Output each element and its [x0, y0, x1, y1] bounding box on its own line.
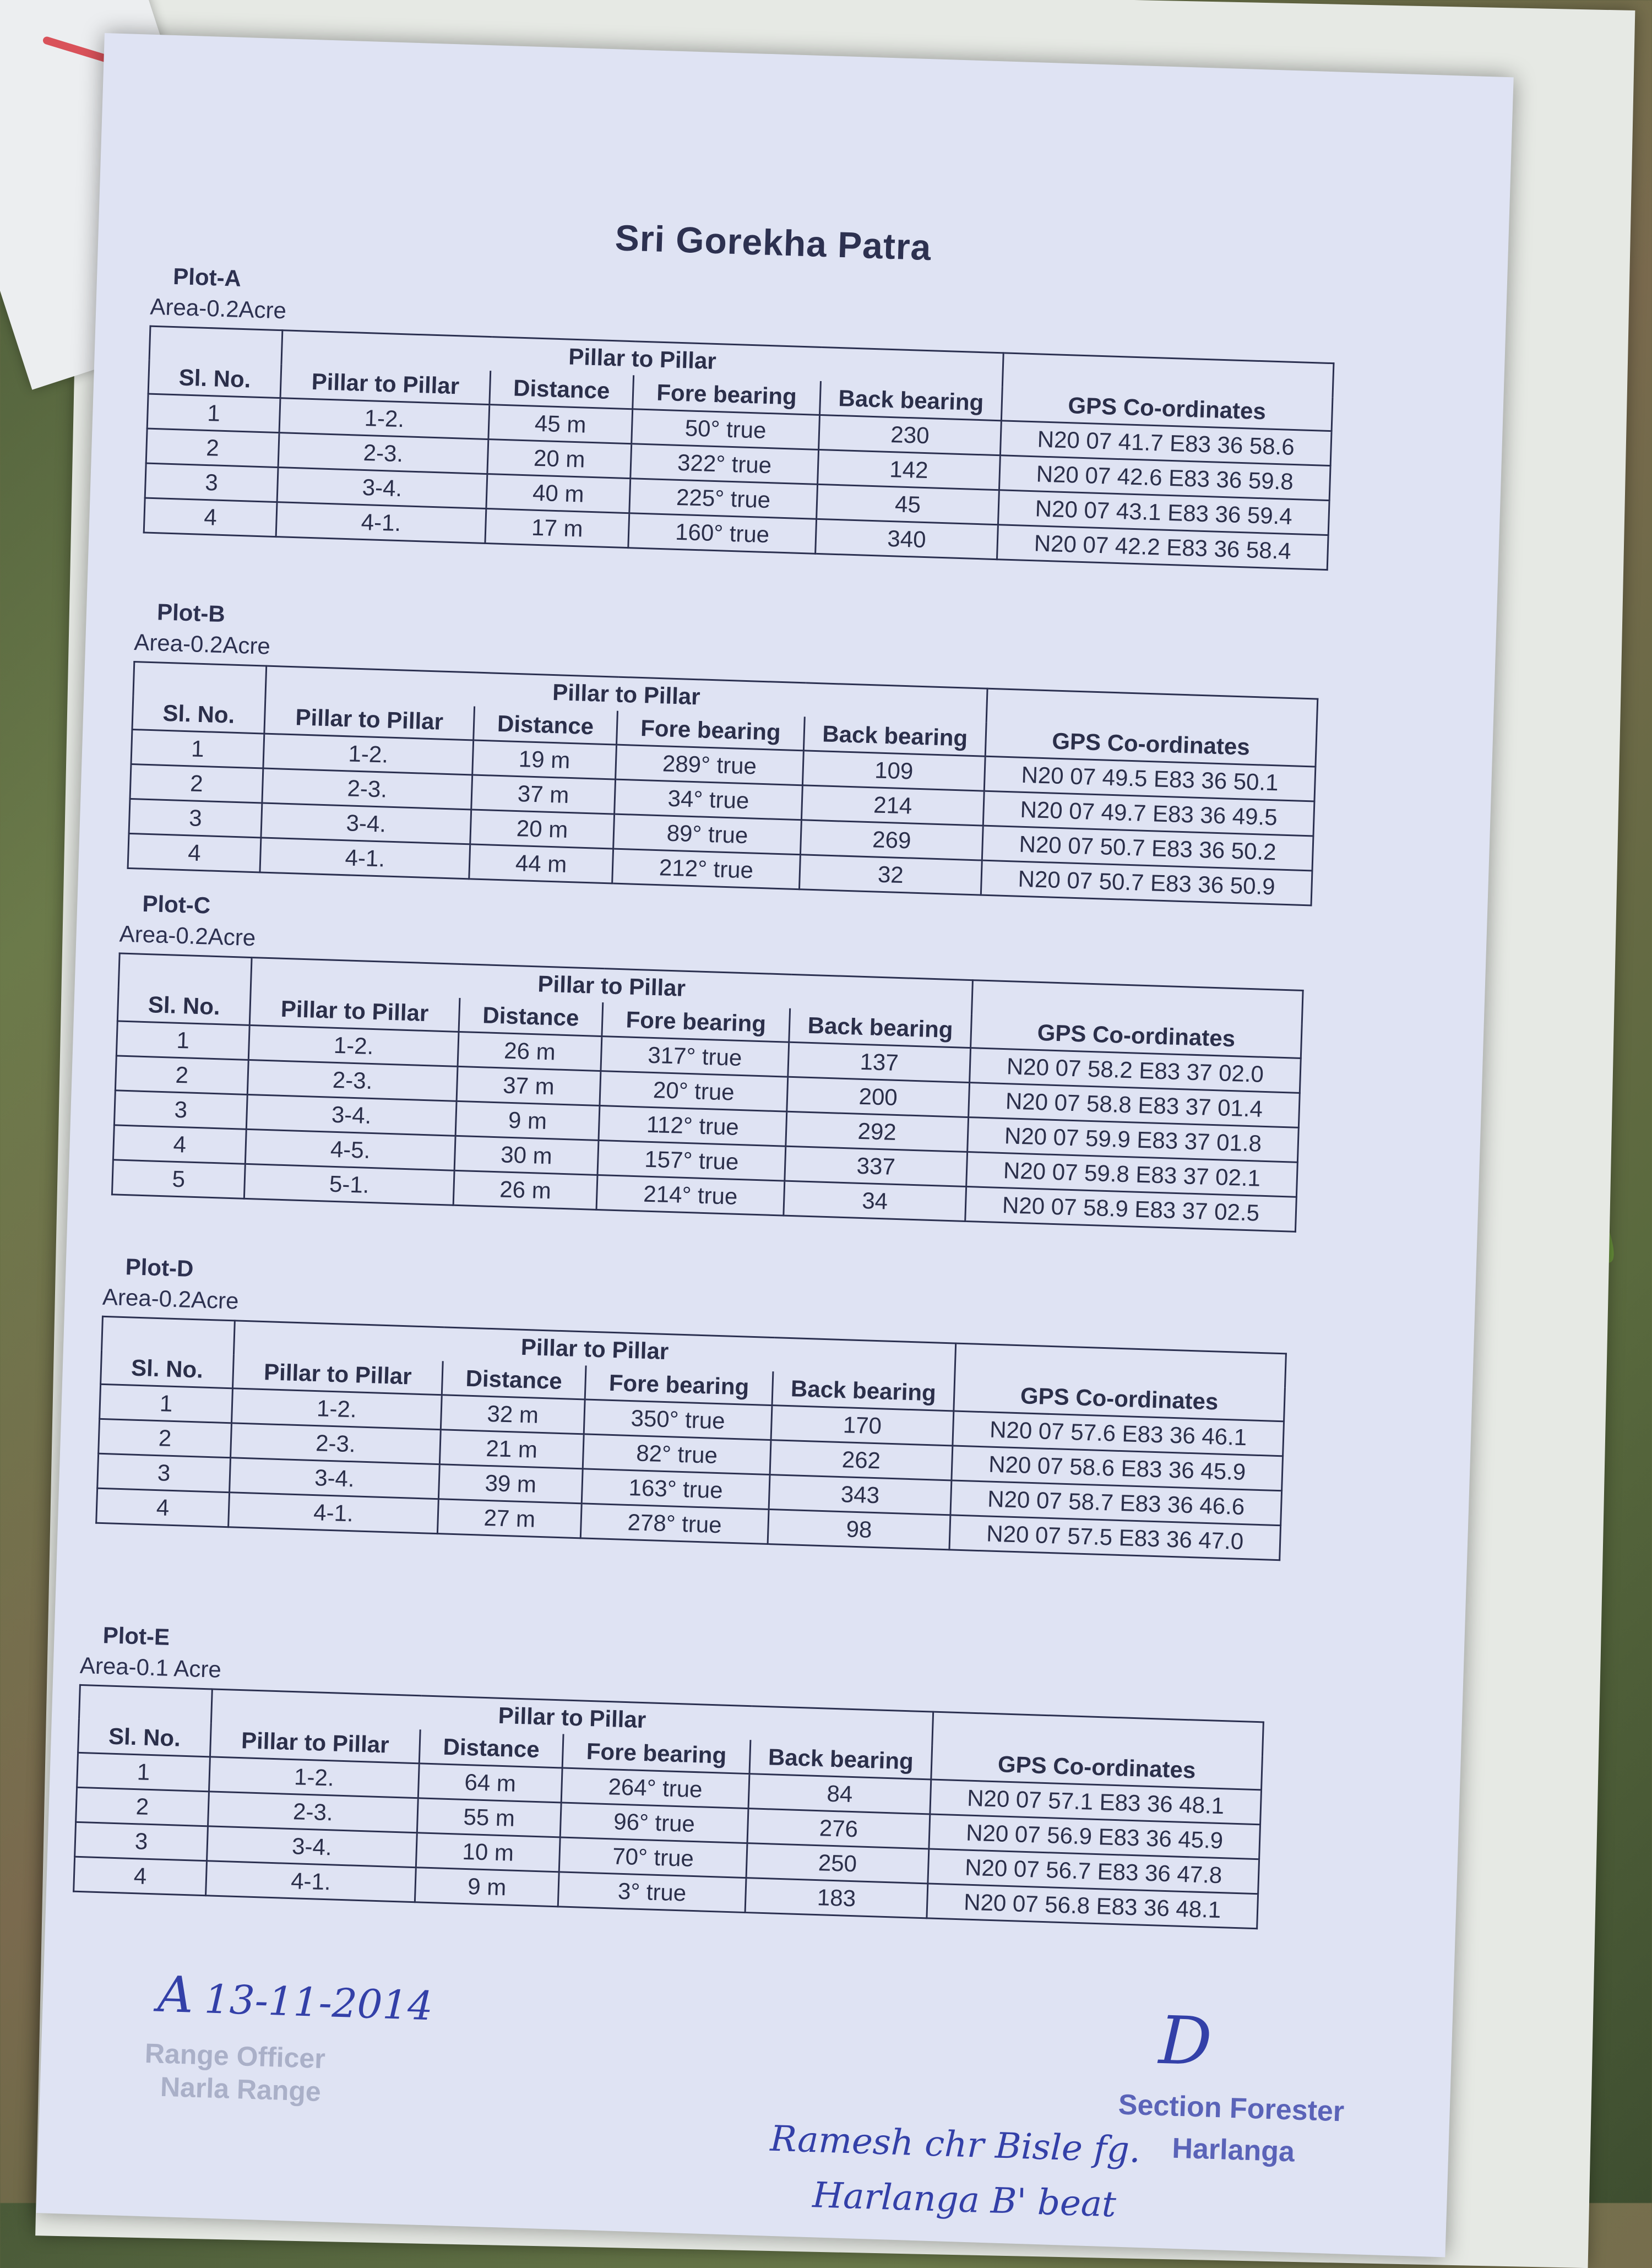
table-cell: 230: [819, 415, 1002, 455]
table-cell: 37 m: [471, 775, 616, 814]
column-header: Fore bearing: [602, 1002, 790, 1042]
survey-table: [95, 1316, 1287, 1561]
column-header: Pillar to Pillar: [264, 700, 475, 740]
plot-section: [143, 263, 1335, 571]
table-cell: 2: [130, 764, 263, 803]
table-cell: 292: [786, 1111, 969, 1152]
table-cell: 350° true: [584, 1399, 772, 1440]
table-cell: 50° true: [632, 409, 820, 450]
stamp-line: Harlanga: [1171, 2132, 1295, 2168]
table-cell: 1: [131, 729, 264, 768]
table-cell: 89° true: [613, 814, 802, 855]
table-cell: 27 m: [437, 1499, 582, 1538]
table-cell: 4-5.: [245, 1129, 455, 1170]
table-cell: 96° true: [560, 1803, 748, 1843]
plot-name: Plot-A: [172, 263, 242, 291]
table-cell: 1: [100, 1384, 233, 1423]
table-cell: 4: [128, 833, 261, 872]
table-cell: 183: [745, 1878, 928, 1918]
table-cell: 278° true: [580, 1504, 769, 1544]
table-cell: 4: [74, 1857, 207, 1896]
table-cell: 2: [115, 1056, 248, 1095]
table-cell: 9 m: [415, 1868, 559, 1907]
plot-area: Area-0.1 Acre: [79, 1652, 222, 1683]
column-header: Back bearing: [749, 1740, 932, 1779]
table-cell: 1-2.: [279, 398, 490, 440]
range-officer-stamp: [143, 2037, 325, 2108]
table-cell: 4-1.: [260, 838, 470, 879]
table-cell: 163° true: [582, 1469, 770, 1510]
plot-section: [127, 598, 1319, 906]
table-cell: 214: [801, 785, 984, 826]
table-cell: N20 07 49.5 E83 36 50.1: [984, 756, 1316, 801]
table-cell: 70° true: [559, 1837, 747, 1878]
table-cell: N20 07 57.5 E83 36 47.0: [949, 1515, 1281, 1560]
column-header: Back bearing: [772, 1371, 955, 1411]
table-cell: 250: [746, 1843, 929, 1884]
table-cell: 2-3.: [231, 1423, 441, 1464]
column-header: Fore bearing: [633, 375, 821, 415]
table-cell: N20 07 57.1 E83 36 48.1: [930, 1779, 1262, 1825]
column-header: Distance: [442, 1361, 586, 1399]
section-forester-signature-mark: D: [1158, 2002, 1213, 2081]
survey-table: [143, 325, 1335, 571]
table-cell: 3: [97, 1453, 231, 1493]
table-cell: 9 m: [455, 1101, 600, 1140]
table-cell: 34: [784, 1181, 966, 1221]
table-cell: 17 m: [485, 508, 629, 547]
column-header: Sl. No.: [117, 987, 251, 1025]
column-header: Pillar to Pillar: [232, 1354, 443, 1395]
table-cell: N20 07 41.7 E83 36 58.6: [1000, 421, 1332, 466]
table-cell: 1-2.: [232, 1388, 442, 1430]
table-cell: 82° true: [583, 1434, 771, 1475]
table-cell: N20 07 59.9 E83 37 01.8: [968, 1117, 1299, 1163]
table-cell: 340: [816, 519, 998, 559]
table-cell: 3-4.: [230, 1458, 440, 1499]
table-cell: N20 07 56.8 E83 36 48.1: [927, 1884, 1258, 1929]
table-cell: 4: [96, 1488, 230, 1527]
table-cell: N20 07 42.2 E83 36 58.4: [997, 525, 1328, 570]
table-cell: 322° true: [631, 444, 819, 485]
plot-section: [95, 1253, 1287, 1561]
column-header: Sl. No.: [132, 696, 265, 734]
group-header: Pillar to Pillar: [211, 1689, 933, 1746]
plot-name: Plot-D: [125, 1254, 194, 1282]
table-cell: 64 m: [418, 1764, 562, 1803]
table-cell: N20 07 58.6 E83 36 45.9: [952, 1446, 1283, 1491]
table-cell: 45: [817, 484, 999, 524]
survey-table: [73, 1684, 1264, 1929]
plot-name: Plot-C: [142, 890, 211, 919]
table-cell: 1: [147, 394, 280, 433]
handwriting-line: Ramesh chr Bisle fg.: [769, 2118, 1142, 2171]
table-cell: 170: [771, 1406, 954, 1446]
table-cell: 3° true: [558, 1872, 746, 1913]
table-cell: 45 m: [488, 405, 633, 444]
table-cell: 343: [769, 1475, 952, 1515]
table-cell: 200: [787, 1077, 970, 1117]
table-cell: 262: [770, 1440, 953, 1480]
table-cell: 2: [99, 1419, 232, 1458]
range-officer-signature: [157, 1966, 434, 2032]
table-cell: 160° true: [628, 513, 817, 554]
table-cell: 3: [114, 1090, 247, 1130]
table-cell: 1: [77, 1752, 210, 1792]
stamp-line: Narla Range: [160, 2071, 322, 2107]
table-cell: 40 m: [486, 474, 631, 513]
column-header: GPS Co-ordinates: [931, 1746, 1263, 1790]
table-cell: 84: [748, 1774, 931, 1814]
table-cell: 157° true: [597, 1140, 786, 1181]
table-cell: N20 07 58.2 E83 37 02.0: [970, 1048, 1301, 1093]
table-cell: 32: [799, 855, 982, 895]
table-cell: 2: [146, 428, 279, 468]
table-cell: 39 m: [438, 1464, 583, 1504]
table-cell: 142: [818, 449, 1001, 490]
empty-cell: [79, 1685, 213, 1723]
table-cell: 5: [112, 1160, 245, 1199]
table-cell: 317° true: [601, 1037, 789, 1077]
column-header: Sl. No.: [148, 360, 281, 398]
column-header: Distance: [419, 1729, 563, 1768]
table-cell: 4: [144, 498, 277, 537]
column-header: Fore bearing: [562, 1734, 751, 1773]
table-cell: N20 07 50.7 E83 36 50.9: [981, 860, 1312, 905]
table-cell: 3-4.: [246, 1094, 457, 1136]
column-header: Distance: [490, 371, 634, 409]
column-header: Fore bearing: [585, 1365, 773, 1405]
table-cell: 30 m: [454, 1136, 599, 1175]
plot-section: [73, 1621, 1264, 1929]
table-cell: 4-1.: [229, 1493, 439, 1534]
table-cell: 225° true: [629, 479, 818, 519]
table-cell: 2-3.: [208, 1792, 419, 1833]
table-cell: N20 07 49.7 E83 36 49.5: [983, 791, 1314, 836]
empty-cell: [102, 1316, 235, 1354]
table-cell: 276: [747, 1809, 930, 1849]
table-cell: 4-1.: [206, 1861, 416, 1902]
table-cell: 264° true: [561, 1768, 749, 1809]
table-cell: 337: [785, 1146, 968, 1186]
table-cell: 1-2.: [209, 1757, 419, 1798]
table-cell: 20° true: [600, 1071, 788, 1112]
table-cell: N20 07 43.1 E83 36 59.4: [998, 490, 1329, 535]
column-header: Pillar to Pillar: [210, 1723, 420, 1763]
column-header: GPS Co-ordinates: [985, 723, 1317, 767]
table-cell: N20 07 50.7 E83 36 50.2: [982, 826, 1313, 871]
table-cell: N20 07 58.9 E83 37 02.5: [965, 1186, 1297, 1231]
table-cell: 5-1.: [244, 1164, 454, 1205]
plot-area: Area-0.2Acre: [119, 920, 256, 951]
column-header: Sl. No.: [78, 1719, 211, 1757]
column-header: Pillar to Pillar: [249, 991, 460, 1032]
table-cell: 10 m: [416, 1833, 560, 1872]
table-cell: 289° true: [616, 745, 804, 785]
table-cell: 1-2.: [248, 1025, 459, 1066]
table-cell: 212° true: [612, 849, 801, 889]
table-cell: 26 m: [453, 1170, 597, 1209]
empty-cell: [118, 953, 252, 991]
table-cell: 4: [113, 1125, 246, 1164]
table-cell: 1: [116, 1021, 249, 1060]
table-cell: N20 07 56.9 E83 36 45.9: [929, 1814, 1260, 1859]
table-cell: 2-3.: [247, 1060, 458, 1101]
plot-section: [111, 889, 1304, 1232]
table-cell: 19 m: [472, 740, 617, 779]
table-cell: 137: [788, 1042, 971, 1082]
column-header: GPS Co-ordinates: [1001, 387, 1333, 431]
table-cell: 34° true: [615, 779, 803, 820]
table-cell: 55 m: [417, 1798, 561, 1837]
table-cell: 3: [145, 463, 278, 502]
table-cell: 26 m: [458, 1032, 602, 1071]
column-header: Back bearing: [789, 1008, 972, 1048]
group-header: Pillar to Pillar: [265, 666, 987, 723]
table-cell: N20 07 57.6 E83 36 46.1: [953, 1411, 1284, 1456]
column-header: Back bearing: [803, 717, 986, 756]
column-header: GPS Co-ordinates: [954, 1377, 1285, 1421]
column-header: Distance: [459, 998, 603, 1037]
table-cell: 1-2.: [263, 734, 474, 775]
column-header: Distance: [474, 706, 618, 745]
survey-table: [127, 661, 1319, 906]
column-header: Pillar to Pillar: [280, 364, 491, 404]
signature-date: 13-11-2014: [203, 1976, 434, 2030]
plot-name: Plot-B: [156, 599, 226, 627]
column-header: Back bearing: [820, 381, 1003, 421]
plot-area: Area-0.2Acre: [102, 1283, 240, 1314]
table-cell: 3-4.: [277, 468, 487, 509]
plot-area: Area-0.2Acre: [133, 629, 271, 659]
empty-cell: [149, 326, 282, 364]
table-cell: 2-3.: [278, 433, 488, 474]
table-cell: 44 m: [469, 844, 613, 883]
table-cell: 37 m: [457, 1066, 601, 1105]
plot-area: Area-0.2Acre: [149, 293, 287, 324]
table-cell: 2: [76, 1787, 209, 1826]
table-cell: 214° true: [596, 1175, 785, 1216]
table-cell: 32 m: [441, 1395, 585, 1434]
table-cell: 20 m: [470, 810, 615, 849]
table-cell: 21 m: [439, 1430, 584, 1469]
table-cell: 3-4.: [261, 803, 471, 844]
empty-cell: [133, 662, 267, 700]
column-header: GPS Co-ordinates: [971, 1014, 1302, 1058]
table-cell: 3: [129, 799, 262, 838]
stamp-line: Section Forester: [1118, 2088, 1345, 2128]
table-cell: N20 07 56.7 E83 36 47.8: [928, 1849, 1259, 1894]
table-cell: N20 07 59.8 E83 37 02.1: [966, 1152, 1298, 1197]
survey-table: [111, 952, 1304, 1232]
table-cell: 4-1.: [276, 502, 486, 544]
table-cell: 112° true: [599, 1105, 787, 1146]
table-cell: 20 m: [487, 440, 632, 479]
bottom-handwriting: [768, 2112, 1142, 2233]
column-header: Sl. No.: [101, 1350, 234, 1388]
table-cell: 3: [75, 1822, 208, 1861]
table-cell: N20 07 42.6 E83 36 59.8: [999, 455, 1330, 501]
handwriting-line: Harlanga B' beat: [812, 2175, 1117, 2226]
table-cell: 3-4.: [207, 1826, 417, 1868]
stamp-line: Range Officer: [144, 2037, 326, 2075]
table-cell: 98: [768, 1510, 950, 1550]
section-forester-stamp: [1116, 2083, 1345, 2174]
group-header: Pillar to Pillar: [251, 958, 972, 1014]
column-header: Fore bearing: [617, 711, 805, 751]
table-cell: 2-3.: [262, 768, 472, 810]
table-cell: N20 07 58.7 E83 36 46.6: [950, 1480, 1282, 1526]
plot-name: Plot-E: [102, 1622, 170, 1650]
document-title: Sri Gorekha Patra: [614, 217, 932, 268]
group-header: Pillar to Pillar: [233, 1321, 955, 1377]
table-cell: N20 07 58.8 E83 37 01.4: [969, 1083, 1300, 1128]
table-cell: 269: [800, 820, 983, 860]
signature-mark: A: [156, 1965, 194, 2025]
group-header: Pillar to Pillar: [281, 330, 1003, 387]
table-cell: 109: [802, 751, 985, 791]
